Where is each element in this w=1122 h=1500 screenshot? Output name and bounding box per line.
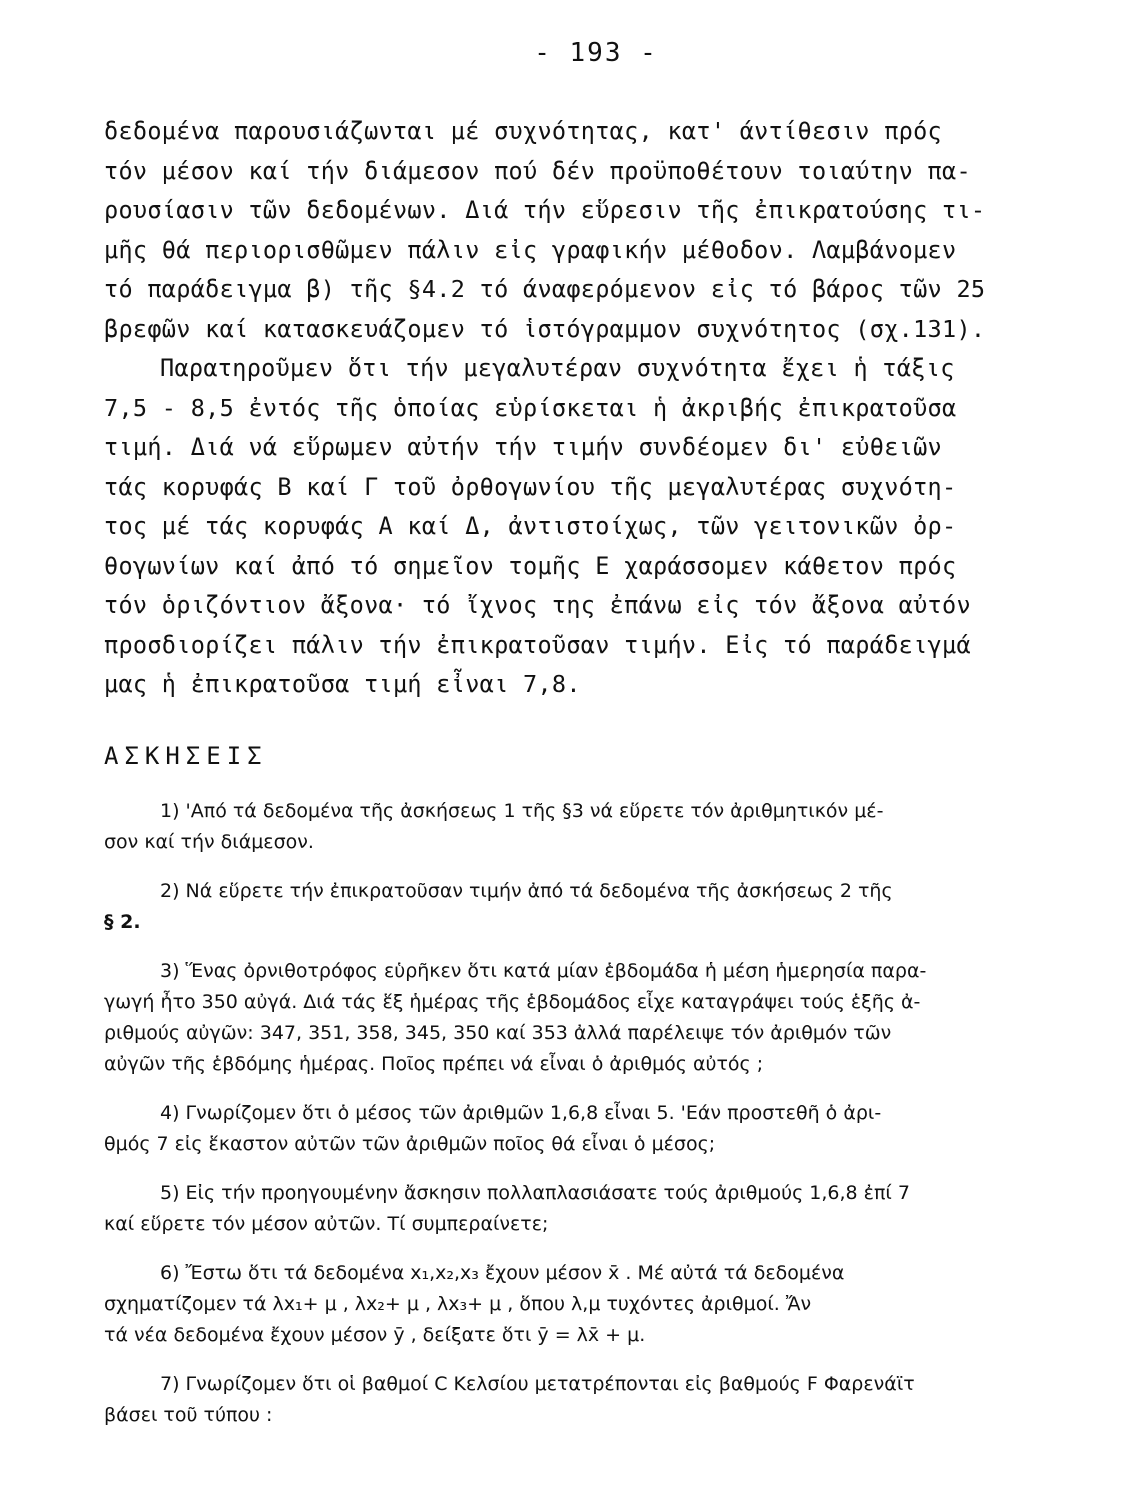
paragraph-2-line: μας ἡ ἐπικρατοῦσα τιμή εἶναι 7,8. bbox=[104, 670, 581, 698]
exercise-line: γωγή ἦτο 350 αὐγά. Διά τάς ἕξ ἡμέρας τῆς ἑβδομάδος εἶχε καταγράψει τούς ἑξῆς ἀ- bbox=[104, 991, 921, 1013]
exercise-line: καί εὕρετε τόν μέσον αὐτῶν. Τί συμπεραίνετε; bbox=[104, 1213, 549, 1235]
exercise-line: 2) Νά εὕρετε τήν ἐπικρατοῦσαν τιμήν ἀπό τά δεδομένα τῆς ἀσκήσεως 2 τῆς bbox=[160, 880, 893, 902]
exercise-2 bbox=[104, 876, 1034, 938]
exercise-line: 3) Ἕνας ὀρνιθοτρόφος εὑρῆκεν ὅτι κατά μίαν ἑβδομάδα ἡ μέση ἡμερησία παρα- bbox=[160, 960, 927, 982]
paragraph-2-line: θογωνίων καί ἀπό τό σημεῖον τομῆς Ε χαράσσομεν κάθετον πρός bbox=[104, 551, 957, 580]
paragraph-2-line: προσδιορίζει πάλιν τήν ἐπικρατοῦσαν τιμήν. Εἰς τό παράδειγμά bbox=[104, 630, 971, 659]
exercise-line: 4) Γνωρίζομεν ὅτι ὁ μέσος τῶν ἀριθμῶν 1,6,8 εἶναι 5. 'Εάν προστεθῆ ὁ ἀρι- bbox=[160, 1102, 882, 1124]
exercise-line: βάσει τοῦ τύπου : bbox=[104, 1404, 273, 1426]
page-number: - 193 - bbox=[534, 38, 658, 68]
exercise-6 bbox=[104, 1258, 1034, 1351]
exercise-line: 7) Γνωρίζομεν ὅτι οἱ βαθμοί C Κελσίου μετατρέπονται εἰς βαθμούς F Φαρενάϊτ bbox=[160, 1373, 915, 1395]
paragraph-2-line: τιμή. Διά νά εὕρωμεν αὐτήν τήν τιμήν συνδέομεν δι' εὐθειῶν bbox=[104, 433, 942, 461]
exercise-list bbox=[104, 796, 1034, 1431]
body-text bbox=[104, 112, 1044, 705]
exercise-line: § 2. bbox=[104, 911, 141, 933]
exercise-line: 6) Ἔστω ὅτι τά δεδομένα x₁,x₂,x₃ ἔχουν μέσον x̄ . Μέ αὐτά τά δεδομένα bbox=[160, 1262, 845, 1284]
exercise-1 bbox=[104, 796, 1034, 858]
exercise-line: 1) 'Από τά δεδομένα τῆς ἀσκήσεως 1 τῆς §3 νά εὕρετε τόν ἀριθμητικόν μέ- bbox=[160, 800, 884, 822]
exercise-line: σχηματίζομεν τά λx₁+ μ , λx₂+ μ , λx₃+ μ , ὅπου λ,μ τυχόντες ἀριθμοί. Ἄν bbox=[104, 1293, 812, 1315]
section-title: ΑΣΚΗΣΕΙΣ bbox=[104, 742, 268, 770]
exercise-line: αὐγῶν τῆς ἑβδόμης ἡμέρας. Ποῖος πρέπει νά εἶναι ὁ ἀριθμός αὐτός ; bbox=[104, 1053, 764, 1075]
paragraph-1-line: ρουσίασιν τῶν δεδομένων. Διά τήν εὕρεσιν τῆς ἐπικρατούσης τι- bbox=[104, 196, 986, 224]
exercise-5 bbox=[104, 1178, 1034, 1240]
exercise-line: τά νέα δεδομένα ἔχουν μέσον ȳ , δείξατε ὅτι ȳ = λx̄ + μ. bbox=[104, 1324, 646, 1346]
exercise-line: ριθμούς αὐγῶν: 347, 351, 358, 345, 350 καί 353 ἀλλά παρέλειψε τόν ἀριθμόν τῶν bbox=[104, 1022, 892, 1044]
paragraph-1-line: μῆς θά περιορισθῶμεν πάλιν εἰς γραφικήν μέθοδον. Λαμβάνομεν bbox=[104, 235, 957, 264]
paragraph-1-line: βρεφῶν καί κατασκευάζομεν τό ἱστόγραμμον συχνότητος (σχ.131). bbox=[104, 314, 986, 343]
exercise-7 bbox=[104, 1369, 1034, 1431]
paragraph-2-line: τόν ὁριζόντιον ἄξονα· τό ἴχνος της ἐπάνω εἰς τόν ἄξονα αὐτόν bbox=[104, 591, 971, 619]
exercise-line: σον καί τήν διάμεσον. bbox=[104, 831, 314, 853]
paragraph-1-line: τόν μέσον καί τήν διάμεσον πού δέν προϋποθέτουν τοιαύτην πα- bbox=[104, 156, 971, 185]
exercise-line: θμός 7 εἰς ἕκαστον αὐτῶν τῶν ἀριθμῶν ποῖος θά εἶναι ὁ μέσος; bbox=[104, 1133, 716, 1155]
paragraph-1-line: τό παράδειγμα β) τῆς §4.2 τό άναφερόμενον εἰς τό βάρος τῶν 25 bbox=[104, 275, 986, 303]
paragraph-1-line: δεδομένα παρουσιάζωνται μέ συχνότητας, κατ' άντίθεσιν πρός bbox=[104, 117, 942, 145]
paragraph-2-line: τος μέ τάς κορυφάς Α καί Δ, ἀντιστοίχως, τῶν γειτονικῶν ὀρ- bbox=[104, 512, 957, 540]
exercise-line: 5) Εἰς τήν προηγουμένην ἄσκησιν πολλαπλασιάσατε τούς ἀριθμούς 1,6,8 ἐπί 7 bbox=[160, 1182, 910, 1204]
paragraph-2-line: Παρατηροῦμεν ὅτι τήν μεγαλυτέραν συχνότητα ἔχει ἡ τάξις bbox=[160, 354, 955, 382]
paragraph-2-line: τάς κορυφάς Β καί Γ τοῦ ὀρθογωνίου τῆς μεγαλυτέρας συχνότη- bbox=[104, 472, 957, 501]
exercise-4 bbox=[104, 1098, 1034, 1160]
exercise-3 bbox=[104, 956, 1034, 1080]
paragraph-2-line: 7,5 - 8,5 ἐντός τῆς ὁποίας εὑρίσκεται ἡ ἀκριβής ἐπικρατοῦσα bbox=[104, 393, 957, 422]
